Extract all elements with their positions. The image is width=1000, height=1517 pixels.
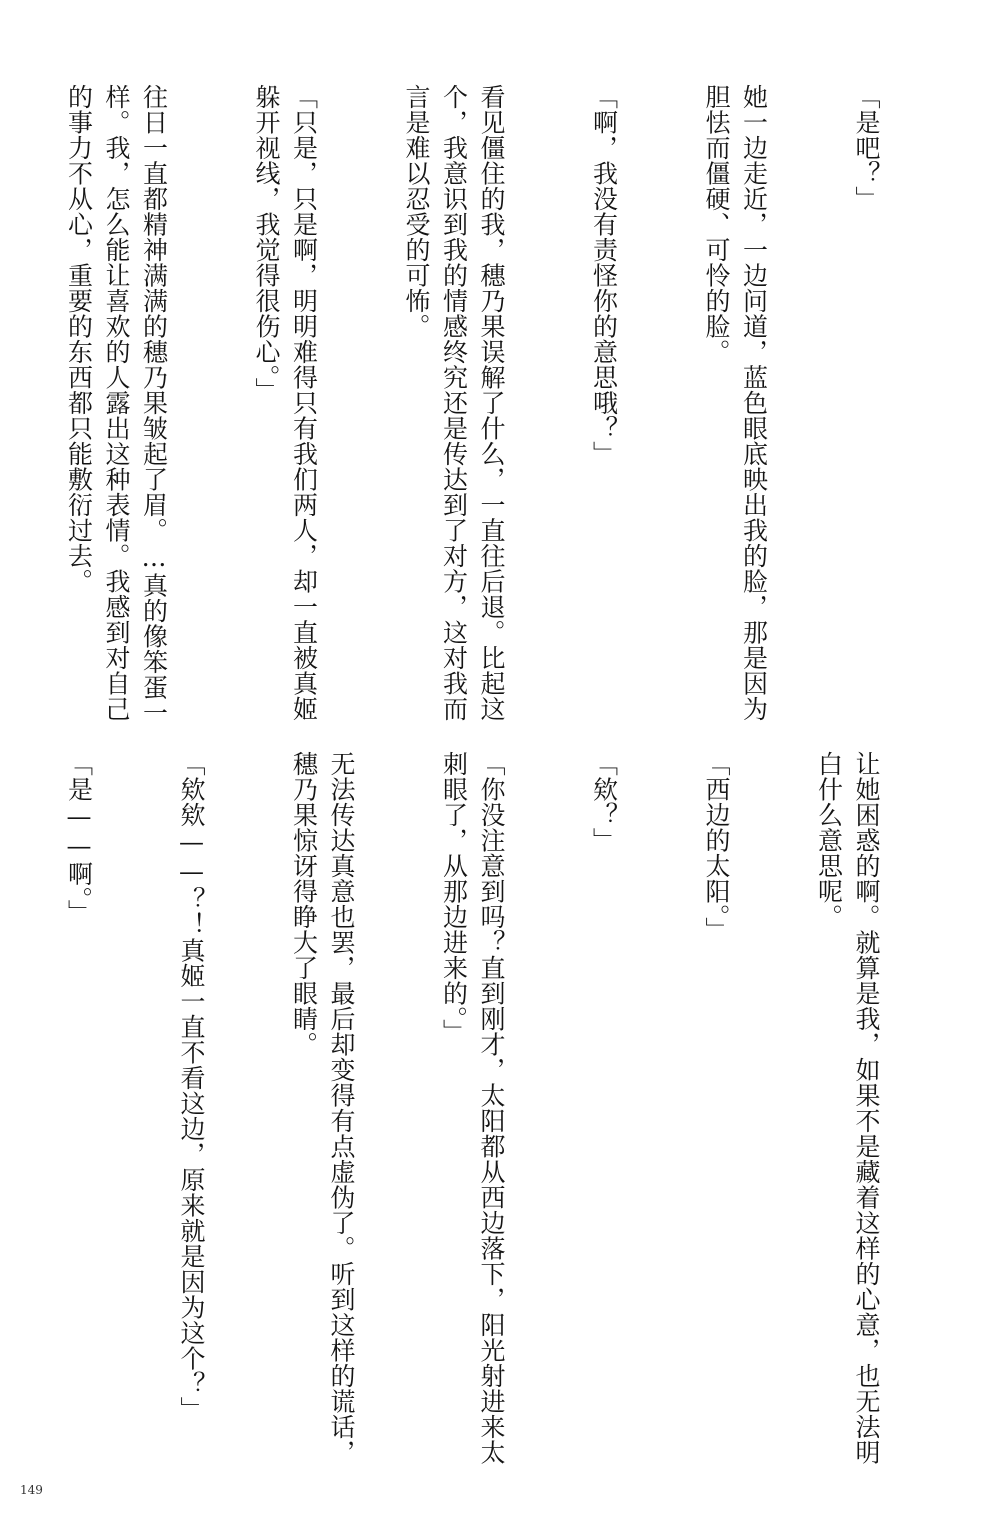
- bottom-text-block: [12, 751, 960, 1478]
- paragraph: 看见僵住的我，穗乃果误解了什么，一直往后退。比起这个，我意识到我的情感终究还是传达到了对方，这对我而言是难以忍受的可怖。: [402, 84, 506, 722]
- paragraph: 无法传达真意也罢，最后却变得有点虚伪了。听到这样的谎话，穗乃果惊讶得睁大了眼睛。: [289, 751, 356, 1465]
- paragraph: 「欸欸——？！真姬一直不看这边，原来就是因为这个？」: [177, 751, 206, 1422]
- paragraph: 往日一直都精神满满的穗乃果皱起了眉。…真的像笨蛋一样。我，怎么能让喜欢的人露出这种表情。我感到对自己的事力不从心，重要的东西都只能敷衍过去。: [64, 84, 169, 726]
- top-text-block: [42, 84, 960, 729]
- paragraph: 「啊，我没有责怪你的意思哦？」: [589, 84, 619, 467]
- paragraph: 「欸？」: [589, 751, 619, 853]
- paragraph: 「是吧？」: [852, 84, 881, 212]
- paragraph: 让她困惑的啊。就算是我，如果不是藏着这样的心意，也无法明白什么意思呢。: [814, 751, 881, 1465]
- paragraph: 「是——啊。」: [64, 751, 94, 925]
- paragraph: 「西边的太阳。」: [702, 751, 731, 943]
- paragraph: 她一边走近，一边问道，蓝色眼底映出我的脸，那是因为胆怯而僵硬、可怜的脸。: [702, 84, 769, 722]
- page-number: 149: [20, 1483, 43, 1497]
- paragraph: 「只是，只是啊，明明难得只有我们两人，却一直被真姬躲开视线，我觉得很伤心。」: [252, 84, 319, 722]
- paragraph: 「你没注意到吗？直到刚才，太阳都从西边落下，阳光射进来太刺眼了，从那边进来的。」: [439, 751, 506, 1465]
